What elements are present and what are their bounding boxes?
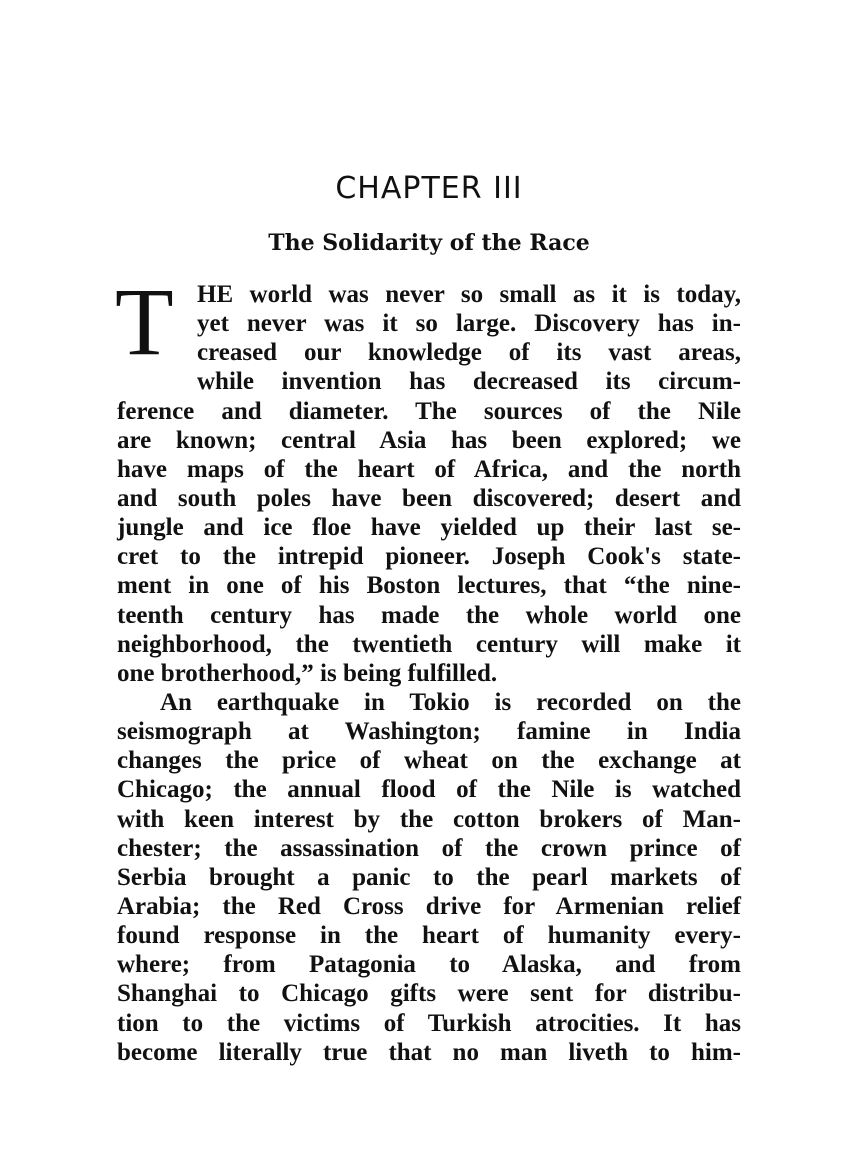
text-line: are known; central Asia has been explored; we <box>117 426 741 454</box>
book-page <box>117 0 741 1150</box>
text-line: Chicago; the annual flood of the Nile is watched <box>117 776 741 804</box>
chapter-heading: CHAPTER III <box>335 171 523 206</box>
text-line: while invention has decreased its circum- <box>197 368 741 396</box>
chapter-title: The Solidarity of the Race <box>268 230 590 256</box>
text-line: with keen interest by the cotton brokers of Man- <box>117 805 741 833</box>
text-line: cret to the intrepid pioneer. Joseph Cook's state- <box>117 543 741 571</box>
text-line: one brotherhood,” is being fulfilled. <box>117 659 498 687</box>
text-line: seismograph at Washington; famine in India <box>117 718 741 746</box>
text-line: found response in the heart of humanity every- <box>117 922 741 950</box>
text-line: where; from Patagonia to Alaska, and from <box>117 951 741 979</box>
paragraph-1 <box>115 268 741 688</box>
body-text <box>115 268 741 1067</box>
text-line: changes the price of wheat on the exchange at <box>117 747 741 775</box>
paragraph-2 <box>117 688 741 1067</box>
text-line: neighborhood, the twentieth century will make it <box>117 630 741 658</box>
text-line: Serbia brought a panic to the pearl markets of <box>117 863 741 891</box>
text-line: yet never was it so large. Discovery has in- <box>197 310 741 338</box>
text-line: and south poles have been discovered; desert and <box>117 484 741 512</box>
text-line: become literally true that no man liveth to him- <box>117 1038 741 1066</box>
text-line: Shanghai to Chicago gifts were sent for distribu- <box>117 980 741 1008</box>
text-line: ference and diameter. The sources of the Nile <box>117 397 741 425</box>
text-line: jungle and ice floe have yielded up their last se- <box>117 514 741 542</box>
text-line: have maps of the heart of Africa, and the north <box>117 455 741 483</box>
text-line: Arabia; the Red Cross drive for Armenian relief <box>117 892 741 920</box>
text-line: tion to the victims of Turkish atrocities. It has <box>117 1009 741 1037</box>
text-line: An earthquake in Tokio is recorded on the <box>160 688 741 716</box>
text-line: teenth century has made the whole world one <box>117 601 741 629</box>
drop-cap: T <box>115 268 174 375</box>
text-line: creased our knowledge of its vast areas, <box>197 339 741 367</box>
text-line: ment in one of his Boston lectures, that “the nine- <box>117 572 741 600</box>
text-line: HE world was never so small as it is today, <box>197 281 741 308</box>
text-line: chester; the assassination of the crown prince of <box>117 834 741 862</box>
